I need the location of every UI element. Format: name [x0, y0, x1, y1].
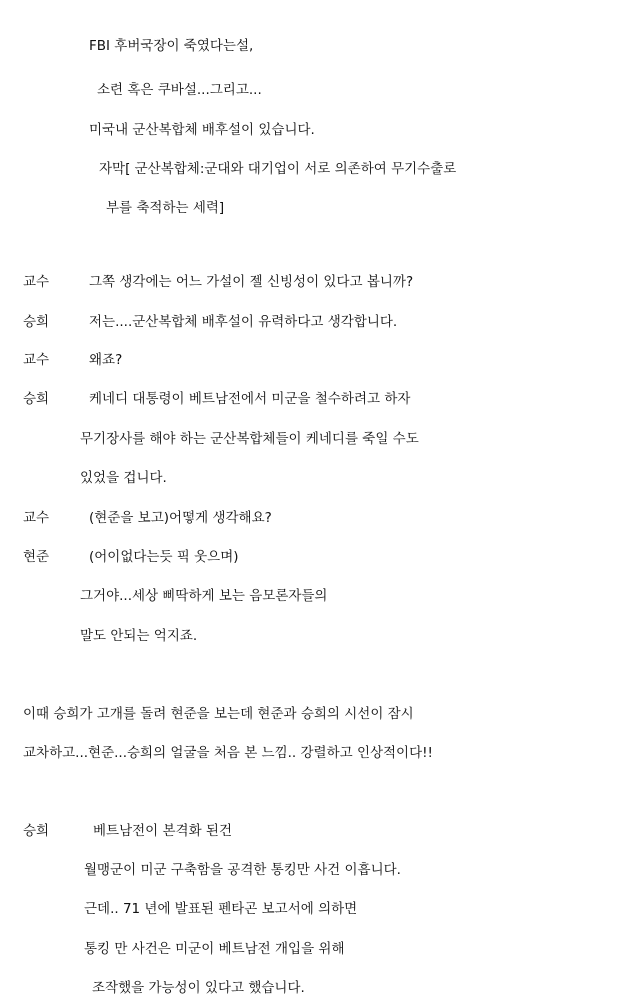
- intro-line: FBI 후버국장이 죽였다는설,: [89, 38, 254, 54]
- dialogue-line: 왜죠?: [89, 352, 123, 368]
- dialogue-line: (어이없다는듯 픽 웃으며): [89, 549, 239, 565]
- dialogue-line: 근데.. 71 년에 발표된 펜타곤 보고서에 의하면: [84, 901, 358, 917]
- dialogue-line: 조작했을 가능성이 있다고 했습니다.: [92, 980, 305, 996]
- dialogue-line: 무기장사를 해야 하는 군산복합체들이 케네디를 죽일 수도: [80, 431, 419, 447]
- dialogue-line: 말도 안되는 억지죠.: [80, 628, 198, 644]
- dialogue-line: 있었을 겁니다.: [80, 470, 167, 486]
- speaker-name: 교수: [23, 274, 50, 290]
- speaker-name: 교수: [23, 510, 50, 526]
- dialogue-line: 베트남전이 본격화 된건: [93, 823, 232, 839]
- dialogue-line: 저는....군산복합체 배후설이 유력하다고 생각합니다.: [89, 314, 398, 330]
- speaker-name: 교수: [23, 352, 50, 368]
- speaker-name: 승희: [23, 823, 50, 839]
- action-line: 이때 승희가 고개를 돌려 현준을 보는데 현준과 승희의 시선이 잠시: [23, 706, 414, 722]
- speaker-name: 현준: [23, 549, 50, 565]
- action-line: 교차하고...현준...승희의 얼굴을 처음 본 느낌.. 강렬하고 인상적이다!!: [23, 745, 433, 761]
- speaker-name: 승희: [23, 314, 50, 330]
- dialogue-line: 그거야...세상 삐딱하게 보는 음모론자들의: [80, 588, 328, 604]
- dialogue-line: 월맹군이 미군 구축함을 공격한 통킹만 사건 이흡니다.: [84, 862, 401, 878]
- dialogue-line: 그쪽 생각에는 어느 가설이 젤 신빙성이 있다고 봅니까?: [89, 274, 414, 290]
- dialogue-line: 케네디 대통령이 베트남전에서 미군을 철수하려고 하자: [89, 391, 411, 407]
- subtitle-note: 자막[ 군산복합체:군대와 대기업이 서로 의존하여 무기수출로: [99, 161, 457, 177]
- dialogue-line: (현준을 보고)어떻게 생각해요?: [89, 510, 272, 526]
- intro-line: 소련 혹은 쿠바설...그리고...: [97, 82, 262, 98]
- subtitle-note: 부를 축적하는 세력]: [106, 200, 225, 216]
- dialogue-line: 통킹 만 사건은 미군이 베트남전 개입을 위해: [84, 941, 345, 957]
- intro-line: 미국내 군산복합체 배후설이 있습니다.: [89, 122, 315, 138]
- speaker-name: 승희: [23, 391, 50, 407]
